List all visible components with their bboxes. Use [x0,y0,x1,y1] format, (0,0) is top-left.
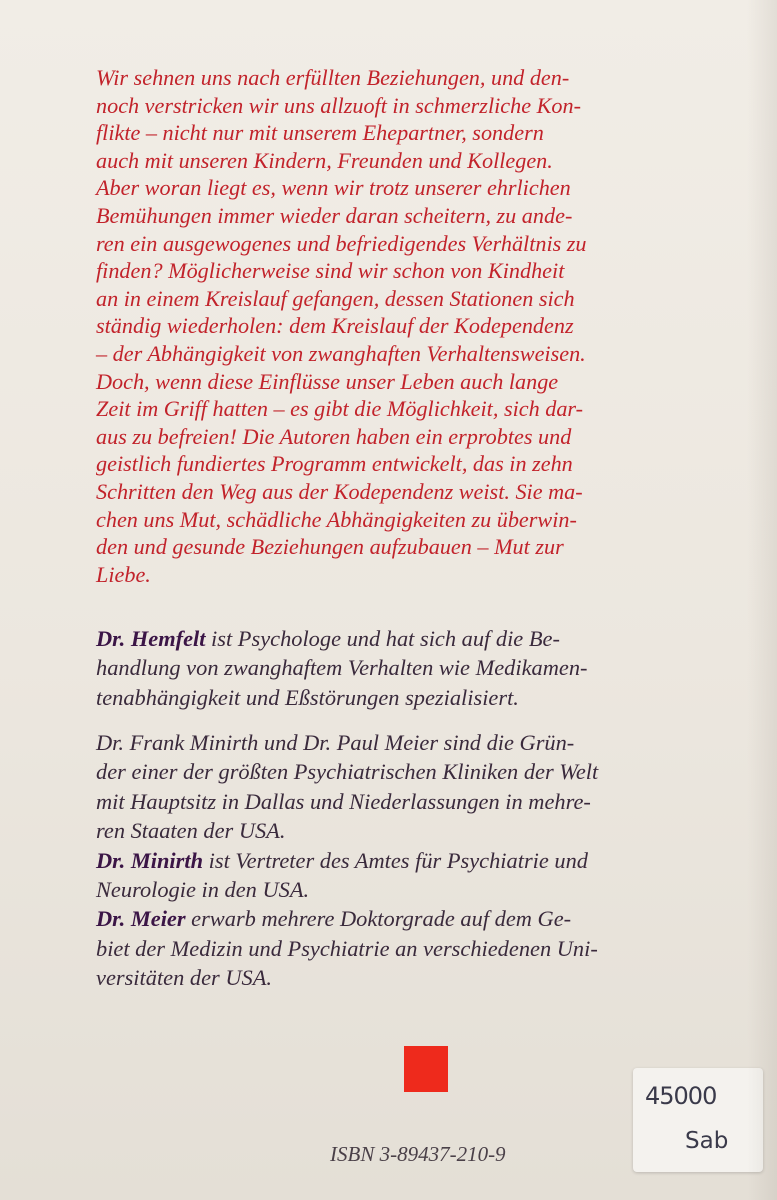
author-bio-minirth-meier [96,728,721,993]
bio-line: tenabhängigkeit und Eßstörungen spezialisiert. [96,684,519,710]
isbn-number: ISBN 3-89437-210-9 [330,1142,506,1166]
bio-text: ist Vertreter des Amtes für Psychiatrie und [203,847,588,873]
bio-line: Dr. Frank Minirth und Dr. Paul Meier sind die Grün- [96,730,575,755]
price-sticker [633,1068,763,1172]
sticker-note: Sab [685,1128,729,1154]
blurb-line: Wir sehnen uns nach erfüllten Beziehungen, und den- [96,65,570,90]
bio-line [96,624,721,653]
bio-line: mit Hauptsitz in Dallas und Niederlassungen in mehre- [96,788,591,814]
bio-line: ren Staaten der USA. [96,818,286,844]
publisher-logo-square [404,1046,448,1092]
blurb-text [96,64,706,588]
blurb-line: Bemühungen immer wieder daran scheitern, zu ande- [96,202,573,228]
author-name-meier: Dr. Meier [96,906,186,932]
blurb-line: Zeit im Griff hatten – es gibt die Möglichkeit, sich dar- [96,396,583,422]
blurb-line: an in einem Kreislauf gefangen, dessen Stationen sich [96,285,575,311]
blurb-line: finden? Möglicherweise sind wir schon von Kindheit [96,258,565,284]
bio-line: der einer der größten Psychiatrischen Kliniken der Welt [96,759,599,785]
bio-line: Neurologie in den USA. [96,877,310,903]
blurb-line: flikte – nicht nur mit unserem Ehepartner, sondern [96,120,544,146]
blurb-line: Schritten den Weg aus der Kodependenz weist. Sie ma- [96,478,583,504]
bio-text: ist Psychologe und hat sich auf die Be- [205,626,560,651]
blurb-line: ständig wiederholen: dem Kreislauf der Kodependenz [96,313,574,339]
blurb-line: noch verstricken wir uns allzuoft in schmerzliche Kon- [96,92,581,118]
blurb-line: aus zu befreien! Die Autoren haben ein erprobtes und [96,423,572,449]
blurb-line: Aber woran liegt es, wenn wir trotz unserer ehrlichen [96,175,571,201]
bio-text: erwarb mehrere Doktorgrade auf dem Ge- [185,906,572,932]
bio-line: biet der Medizin und Psychiatrie an verschiedenen Uni- [96,935,598,961]
page-edge-shadow [747,0,777,1200]
bio-line [96,904,721,933]
blurb-line: – der Abhängigkeit von zwanghaften Verhaltensweisen. [96,340,586,366]
blurb-line: chen uns Mut, schädliche Abhängigkeiten zu überwin- [96,506,577,532]
author-name-minirth: Dr. Minirth [96,847,204,873]
bio-line: versitäten der USA. [96,965,272,991]
blurb-line: Doch, wenn diese Einflüsse unser Leben auch lange [96,368,559,394]
bio-line: handlung von zwanghaftem Verhalten wie Medikamen- [96,655,588,681]
blurb-line: Liebe. [96,561,151,587]
blurb-line: ren ein ausgewogenes und befriedigendes Verhältnis zu [96,230,587,256]
author-name-hemfelt: Dr. Hemfelt [96,626,206,651]
sticker-code: 45000 [645,1082,717,1110]
bio-line [96,846,721,875]
blurb-line: auch mit unseren Kindern, Freunden und Kollegen. [96,147,553,173]
blurb-line: geistlich fundiertes Programm entwickelt, das in zehn [96,451,573,477]
blurb-line: den und gesunde Beziehungen aufzubauen – Mut zur [96,534,564,560]
author-bio-hemfelt [96,624,721,712]
